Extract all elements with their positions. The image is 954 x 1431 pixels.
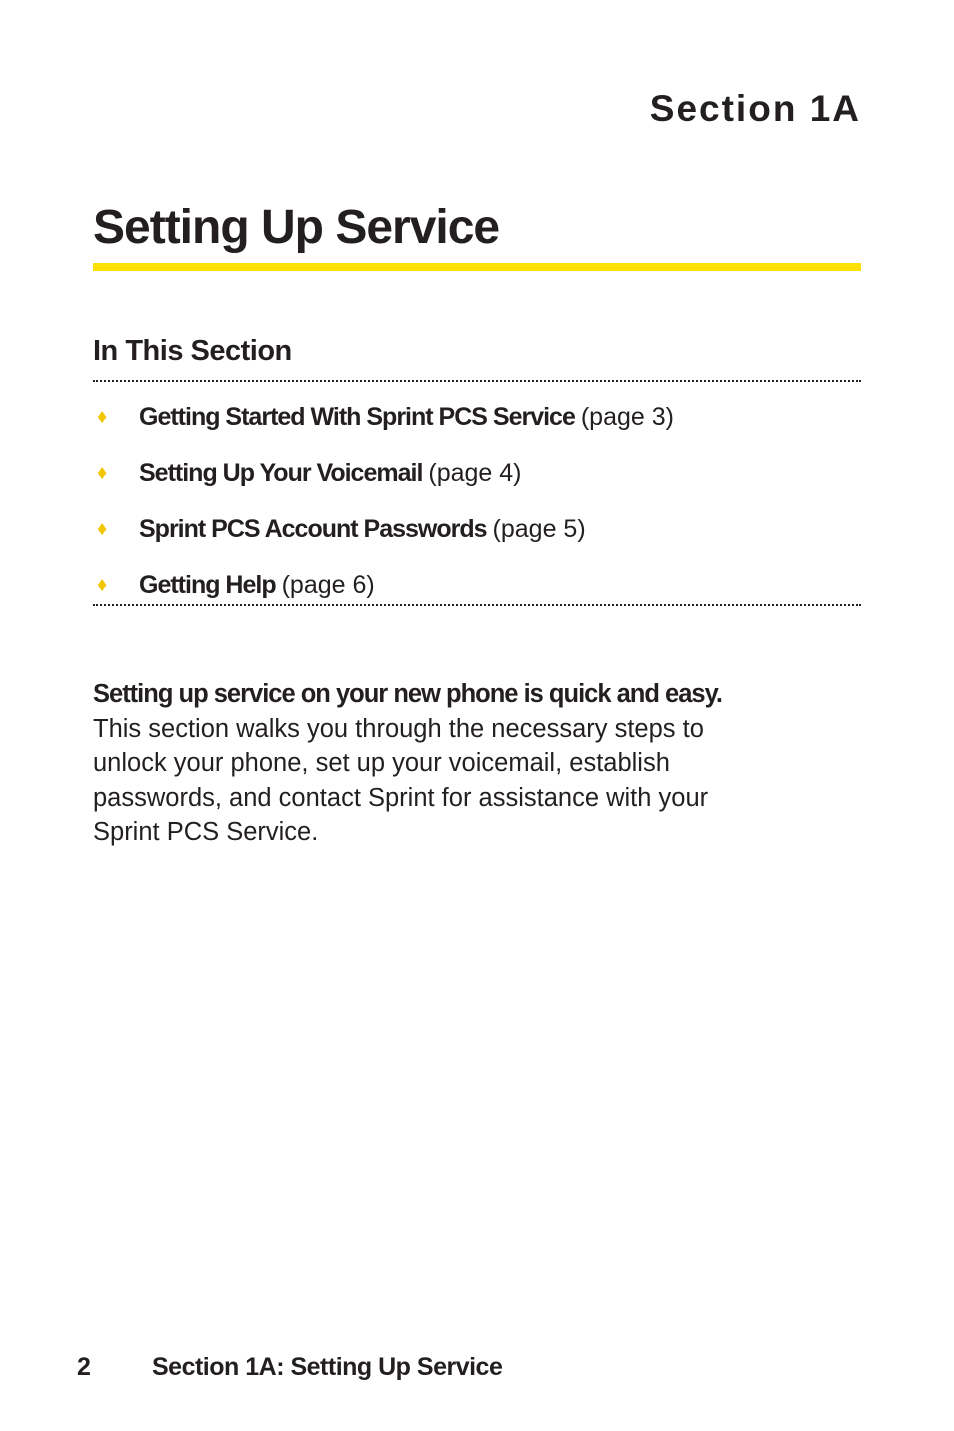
toc-item[interactable] xyxy=(93,389,861,445)
diamond-bullet-icon: ♦ xyxy=(97,406,108,428)
toc-item-title: Sprint PCS Account Passwords xyxy=(139,515,487,543)
diamond-bullet-icon: ♦ xyxy=(97,574,108,596)
toc-item-title: Setting Up Your Voicemail xyxy=(139,459,423,487)
title-underline xyxy=(93,263,861,271)
toc-bottom-divider xyxy=(93,604,861,606)
footer-running-title: Section 1A: Setting Up Service xyxy=(152,1353,503,1381)
toc-item-page: (page 5) xyxy=(492,515,586,543)
intro-body: This section walks you through the necessary steps to unlock your phone, set up your voicemail, establish passwords, and contact Sprint for assistance with your Sprint PCS Service. xyxy=(93,714,709,847)
page-footer xyxy=(0,1349,954,1385)
diamond-bullet-icon: ♦ xyxy=(97,518,108,540)
diamond-bullet-icon: ♦ xyxy=(97,462,108,484)
footer-page-number: 2 xyxy=(77,1353,91,1381)
toc-top-divider xyxy=(93,380,861,382)
toc-item-title: Getting Started With Sprint PCS Service xyxy=(139,403,575,431)
toc-item-page: (page 6) xyxy=(281,571,375,599)
toc-item-page: (page 4) xyxy=(428,459,522,487)
toc-item[interactable] xyxy=(93,501,861,557)
toc-list xyxy=(93,389,861,613)
intro-paragraph xyxy=(93,677,753,850)
toc-item[interactable] xyxy=(93,445,861,501)
intro-lead: Setting up service on your new phone is quick and easy. xyxy=(93,680,722,708)
toc-item-page: (page 3) xyxy=(580,403,674,431)
page-title: Setting Up Service xyxy=(93,201,500,254)
toc-item-title: Getting Help xyxy=(139,571,276,599)
in-this-section-heading: In This Section xyxy=(93,335,292,367)
section-label: Section 1A xyxy=(649,88,861,129)
